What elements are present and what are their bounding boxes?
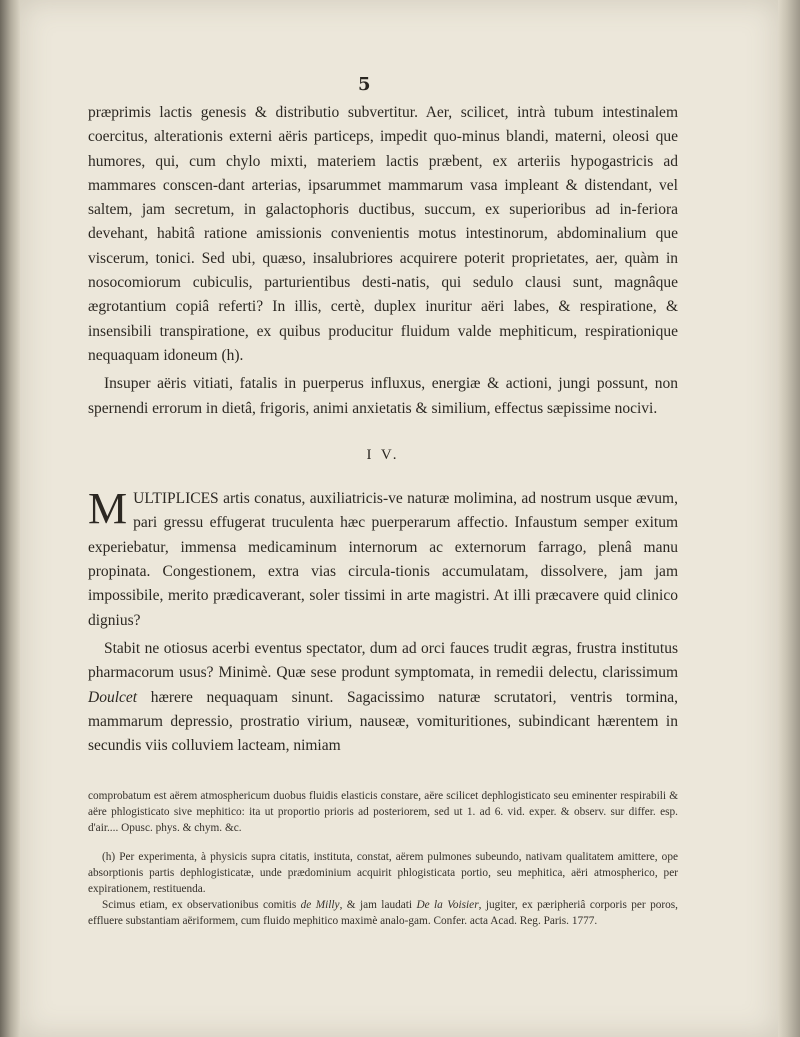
footnote-continuation: comprobatum est aërem atmosphericum duobus fluidis elasticis constare, aëre scilicet dephlogisticato seu eminenter respirabili & aëre phlogisticato sive mephitico: ita ut proportio prioris ad posteriorem, sed ut 1. ad 6. vid. exper. & observ. sur differ. esp. d'air.... Opusc. phys. & chym. &c. [88,790,678,834]
paragraph-2: Insuper aëris vitiati, fatalis in puerperus influxus, energiæ & actioni, jungi possunt, non spernendi errorum in dietâ, frigoris, animi anxietatis & similium, effectus sæpissime nocivi. [88,375,678,417]
citation-de-milly: de Milly [300,898,340,911]
paragraph-3-text: ULTIPLICES artis conatus, auxiliatricis-ve naturæ molimina, ad nostrum usque ævum, pari gressu effugerat truculenta hæc puerperarum affectio. Infaustum semper exitum experiebatur, immensa medicaminum internorum ac externorum farrago, plenâ manu propinata. Congestionem, extra vias circula-tionis accumulatam, dissolvere, jam jam impossibile, merito prædicaverant, soler tissimi in arte magistri. At illi præcavere quid clinico dignius? [88,490,678,629]
book-binding-gutter [0,0,20,1037]
footnotes [88,789,678,929]
footnote-h-continued [88,898,678,930]
page-edge [778,0,800,1037]
citation-de-la-voisier: De la Voisier [416,898,479,911]
footnote-h: (h) Per experimenta, à physicis supra citatis, instituta, constat, aërem pulmones subeundo, nativam qualitatem amittere, ope absorptionis partis dephlogisticatæ, unde prædominium acquirit phlogisticata portio, seu mephitica, aëri atmospherico, per expirationem, restituenda. [88,851,678,895]
author-name-doulcet: Doulcet [88,688,138,706]
main-text-block [88,101,678,758]
section-heading: I V. [366,446,400,463]
footnote-h-end: , jugiter, ex pæripheriâ corporis per poros, effluere substantiam aëriformem, cum fluido mephitico maximè analo-gam. Confer. acta Acad. Reg. Paris. 1777. [88,898,679,927]
paragraph-4-end: hærere nequaquam sinunt. Sagacissimo naturæ scrutatori, ventris tormina, mammarum depressio, prostratio virium, nauseæ, vomituritiones, subindicant hærentem in secundis viis colluviem lacteam, nimiam [88,688,679,755]
paragraph-4-start: Stabit ne otiosus acerbi eventus spectator, dum ad orci fauces trudit ægras, frustra institutus pharmacorum usus? Minimè. Quæ sese produnt symptomata, in remedii delectu, clarissimum [88,639,678,682]
page-number: 5 [358,74,371,95]
footnote-h-start: Scimus etiam, ex observationibus comitis [102,898,297,911]
paragraph-3 [88,484,678,633]
paragraph-1: præprimis lactis genesis & distributio subvertitur. Aer, scilicet, intrà tubum intestinalem coercitus, alterationis externi aëris particeps, impedit quo-minus blandi, materni, oleosi que humores, qui, cum chylo mixti, materiem lactis præbent, ex arteriis hypogastricis ad mammares conscen-dant arterias, ipsarummet mammarum vasa impleant & distendant, vel saltem, jam secretum, in galactophoris ductibus, succum, ex superioribus ad in-feriora devehant, habitâ ratione amissionis convenientis motus intestinorum, abdominalium que viscerum, tonici. Sed ubi, quæso, insalubriores acquirere poterit proprietates, aer, quàm in nosocomiorum cubiculis, parturientibus desti-natis, qui sedulo clausi sunt, magnâque ægrotantium copiâ referti? In illis, certè, duplex inuritur aëri labes, & respiratione, & insensibili transpiratione, ex quibus producitur fluidum valde mephiticum, respirationique nequaquam idoneum (h). [88,104,678,364]
book-page [20,0,778,1037]
footnote-h-mid: , & jam laudati [339,898,413,911]
drop-cap-initial: M [88,484,128,534]
paragraph-4 [88,637,678,758]
